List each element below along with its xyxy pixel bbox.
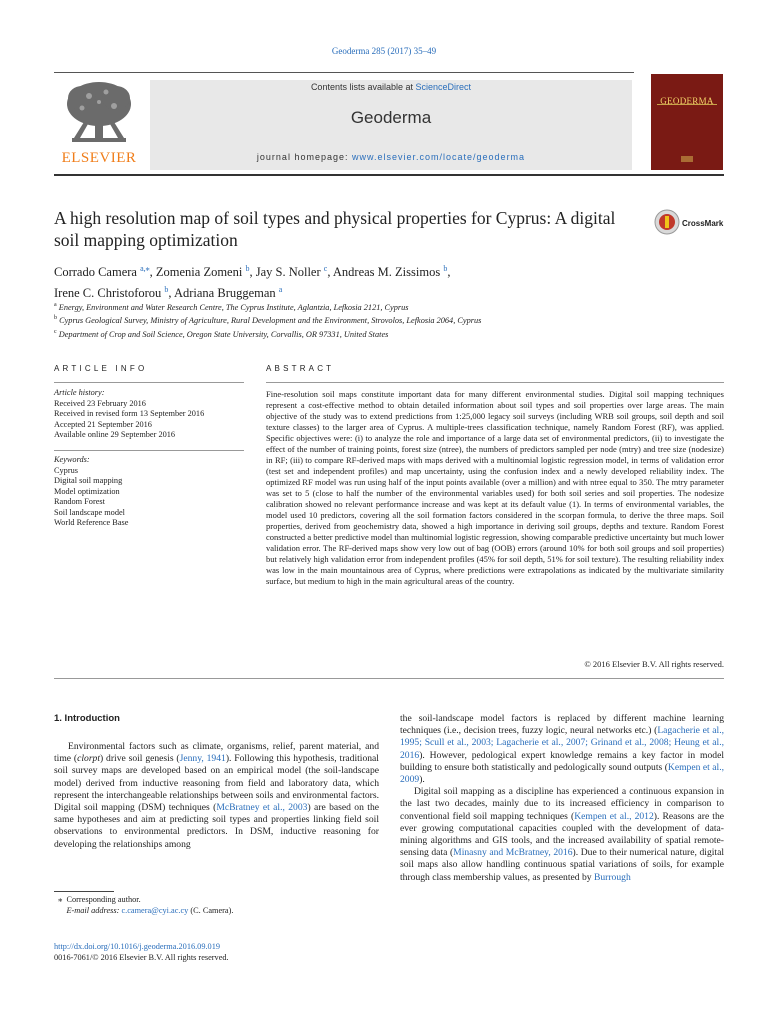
author-name: Corrado Camera <box>54 265 137 280</box>
doi-block <box>54 941 384 963</box>
affiliation-list <box>54 300 674 340</box>
keyword-item: Digital soil mapping <box>54 476 123 485</box>
keywords-list <box>54 455 254 529</box>
affiliation-item <box>54 327 674 340</box>
footnote-email <box>54 905 379 916</box>
homepage-line <box>150 152 632 162</box>
affiliation-text: Cyprus Geological Survey, Ministry of Agriculture, Rural Development and the Environment, Strovolos, Lefkosia 2064, Cyprus <box>59 316 482 326</box>
author-affiliation-marker[interactable]: b <box>245 264 250 273</box>
affiliation-key: b <box>54 315 57 322</box>
keywords-label: Keywords: <box>54 455 90 464</box>
body-column-right <box>400 713 724 884</box>
article-history <box>54 388 254 441</box>
homepage-prefix: journal homepage: <box>256 152 349 162</box>
crossmark-icon[interactable] <box>654 209 680 235</box>
email-label: E-mail address: <box>66 906 120 915</box>
affiliation-key: c <box>54 328 57 335</box>
keyword-item: Soil landscape model <box>54 507 125 517</box>
header-top-rule <box>54 72 634 73</box>
keyword-item: World Reference Base <box>54 518 129 527</box>
elsevier-wordmark: ELSEVIER <box>61 150 137 166</box>
text-run: ). <box>419 774 425 786</box>
issn-line: 0016-7061/© 2016 Elsevier B.V. All rights reserved. <box>54 953 229 962</box>
citation-link[interactable]: Kempen et al., 2012 <box>574 810 654 822</box>
text-run-italic: clorpt <box>77 753 101 765</box>
article-history-label: Article history: <box>54 388 105 397</box>
email-suffix: (C. Camera). <box>190 906 234 915</box>
author-list <box>54 260 674 302</box>
text-run: ). However, pedological expert knowledge remains a key factor in model building to ensure both statistically and pedologically sound outputs ( <box>400 749 724 773</box>
homepage-link[interactable]: www.elsevier.com/locate/geoderma <box>352 152 526 162</box>
history-item: Received 23 February 2016 <box>54 398 146 408</box>
section-heading-introduction: 1. Introduction <box>54 713 120 724</box>
paper-title: A high resolution map of soil types and physical properties for Cyprus: A digital soil mapping optimization <box>54 208 616 250</box>
text-run: ) drive soil genesis ( <box>100 753 180 765</box>
contents-line <box>150 82 632 92</box>
history-item: Available online 29 September 2016 <box>54 430 176 439</box>
abstract-rule <box>266 382 724 383</box>
text-run: Environmental factors such as climate, organisms, relief, parent material, and time ( <box>54 741 379 765</box>
body-paragraph <box>400 786 724 884</box>
keyword-item: Random Forest <box>54 497 105 506</box>
abstract-heading: ABSTRACT <box>266 364 335 373</box>
author-affiliation-marker[interactable]: a,⁎ <box>140 264 150 273</box>
journal-reference-link[interactable]: Geoderma 285 (2017) 35–49 <box>331 46 437 56</box>
body-paragraph <box>54 741 379 851</box>
author-affiliation-marker[interactable]: b <box>443 264 448 273</box>
author-name: Zomenia Zomeni <box>155 265 243 280</box>
author-affiliation-marker[interactable]: c <box>323 264 328 273</box>
citation-link[interactable]: Lagacherie et al., 1995; Scull et al., 2003; Lagacherie et al., 2007; Grinand et al., 2008; Heung et al., 2016 <box>400 725 725 761</box>
keyword-item: Model optimization <box>54 486 120 496</box>
author-name: Irene C. Christoforou <box>54 286 162 301</box>
citation-link[interactable]: McBratney et al., 2003 <box>216 802 308 814</box>
affiliation-item <box>54 300 674 313</box>
affiliation-text: Energy, Environment and Water Research Centre, The Cyprus Institute, Aglantzia, Lefkosia 2121, Cyprus <box>58 302 409 312</box>
crossmark-label[interactable]: CrossMark <box>682 219 724 228</box>
citation-link[interactable]: Kempen et al., 2009 <box>400 761 724 786</box>
footnote-marker: ⁎ <box>58 895 63 904</box>
author-name: Adriana Bruggeman <box>173 286 276 301</box>
text-run: ). Reasons are the ever growing computational capacities coupled with the development of data-mining algorithms and GIS tools, and the increased availability of spatial remote-sensing data ( <box>400 810 725 859</box>
article-info-heading: ARTICLE INFO <box>54 364 148 373</box>
footnote-rule <box>54 891 114 892</box>
text-run: ) are based on the same hypotheses and aim at predicting soil types and properties linking field soil observations to environmental predictors. In DSM, inductive reasoning for developing the relationships among <box>54 802 379 850</box>
text-run: the soil-landscape model factors is replaced by different machine learning techniques (i.e., decision trees, fuzzy logic, neural networks etc.) ( <box>400 713 724 737</box>
authors-line-1: Corrado Camera $^{a,⁎}$, Zomenia Zomeni $^b$, Jay S. Noller $^c$, Andreas M. Zissimos $^b$, <box>54 264 451 280</box>
affiliation-text: Department of Crop and Soil Science, Oregon State University, Corvallis, OR 97331, United States <box>58 329 389 339</box>
keywords-rule <box>54 450 244 451</box>
history-item: Received in revised form 13 September 2016 <box>54 409 205 418</box>
email-link[interactable]: c.camera@cyi.ac.cy <box>121 906 189 915</box>
citation-link[interactable]: Jenny, 1941 <box>179 753 226 765</box>
keyword-item: Cyprus <box>54 465 78 475</box>
affiliation-item <box>54 313 674 326</box>
footnotes <box>54 894 379 916</box>
journal-name: Geoderma <box>350 108 432 127</box>
footnote-corresponding <box>54 894 379 905</box>
affiliation-key: a <box>54 302 57 308</box>
article-info-rule <box>54 382 244 383</box>
text-run: ). Following this hypothesis, traditional soil survey maps are developed based on an empirical model (the soil-landscape model) derived from inductive reasoning from field and laboratory data, which represent the interchangeable relationships between soils and environmental factors. Digital soil mapping (DSM) techniques ( <box>54 753 379 814</box>
history-item: Accepted 21 September 2016 <box>54 419 152 429</box>
abstract-copyright: © 2016 Elsevier B.V. All rights reserved. <box>584 659 724 669</box>
text-run: Digital soil mapping as a discipline has experienced a continuous expansion in the last two decades, mainly due to its increased efficiency in comparison to conventional field soil mapping techniques ( <box>400 786 724 822</box>
journal-cover-thumbnail[interactable] <box>651 74 723 170</box>
citation-link[interactable]: Minasny and McBratney, 2016 <box>453 847 573 859</box>
header-bottom-rule <box>54 174 724 176</box>
doi-link[interactable]: http://dx.doi.org/10.1016/j.geoderma.2016.09.019 <box>54 942 221 951</box>
contents-prefix: Contents lists available at <box>310 82 413 92</box>
text-run: ). Due to their numerical nature, digital soil maps also allow handling continuous spatial variations of soils, for example through class membership values, as presented by <box>400 847 724 883</box>
body-column-left <box>54 741 379 851</box>
body-paragraph <box>400 713 724 786</box>
author-name: Jay S. Noller <box>255 265 321 280</box>
author-name: Andreas M. Zissimos <box>332 265 441 280</box>
abstract-bottom-rule <box>54 678 724 679</box>
author-affiliation-marker[interactable]: b <box>164 285 169 295</box>
authors-line-2: Irene C. Christoforou $^b$, Adriana Bruggeman $^a$ <box>54 285 283 301</box>
abstract-text: Fine-resolution soil maps constitute important data for many different environmental studies. Digital soil mapping techniques represent a cost-effective method to obtain detailed information about soil types and soil properties over large areas. The main objective of the study was to extend predictions from 1:25,000 legacy soil surveys (including WRB soil groups, soil depth and soil texture classes) to the larger area of Cyprus. A multiple-trees classification technique, namely Random Forest (RF), was applied. Specific objectives were: (i) to analyze the role and importance of a large data set of environmental predictors, (ii) to investigate the effect of the number of training points, forest size (ntree), the numbers of predictors sampled per node (mtry) and tree size (nodesize) in RF; (iii) to compare RF-derived maps with maps derived with a multinomial logistic regression model, in terms of validation error (test set and independent profiles) and map uncertainty, using the confusion index and a newly developed reliability index. The optimized RF model was run using half of the input points available (over a million) and with ntree equal to 350. The mtry parameter was set to 5 (close to half the number of the environmental variables used) for both soil series and soil properties. The nodesize calibration showed no relevant performance increase and was kept at its default value (1). In terms of environmental variables, the model used 10 predictors, covering all the soil formation factors considered in the scorpan formula, to derive the three maps. Soil properties, derived from geochemistry data, showed a high importance in deriving soil groups, depths and texture. Random Forest constructed a better predictive model than multinomial logistic regression, showing comparable predictive uncertainty but much lower validation error. The RF-derived maps show very low out of bag (OOB) errors (around 10% for both soil groups and soil properties) but relatively high validation error from independent profiles (45% for soil depth, 51% for soil texture). The resulting reliability index was low in the main mountainous area of Cyprus, where predictions were extrapolations as indicated by the multivariate similarity surface, but medium to high in the main agricultural areas of the country. <box>266 389 724 586</box>
footnote-text: Corresponding author. <box>66 895 141 904</box>
citation-link[interactable]: Burrough <box>593 871 631 883</box>
cover-title: GEODERMA <box>660 96 714 106</box>
sciencedirect-link[interactable]: ScienceDirect <box>415 82 472 92</box>
author-affiliation-marker[interactable]: a <box>278 285 283 295</box>
